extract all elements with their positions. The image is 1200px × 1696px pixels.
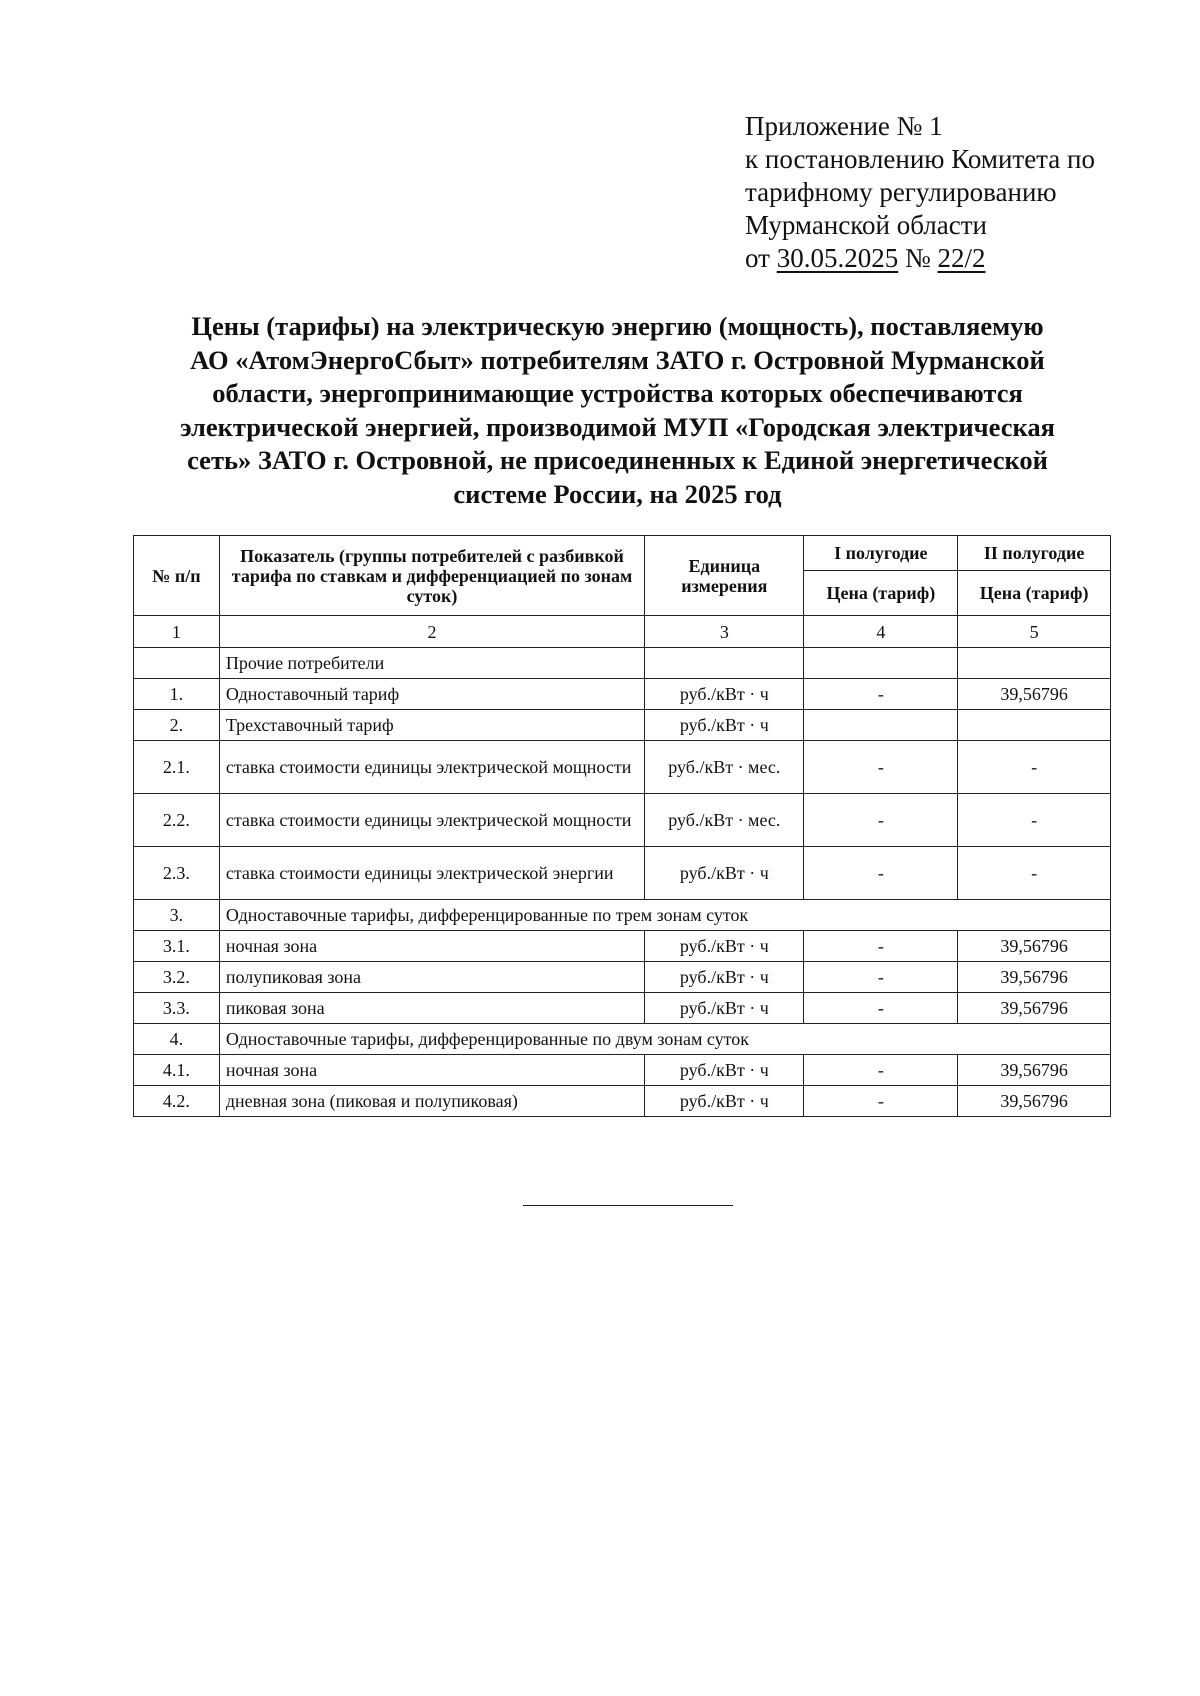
table-row (134, 1086, 1111, 1117)
row-indicator: ночная зона (219, 931, 644, 962)
row-unit: руб./кВт · ч (645, 931, 804, 962)
row-num: 3.3. (134, 993, 220, 1024)
row-price-h1: - (804, 1055, 958, 1086)
table-row (134, 710, 1111, 741)
title-line-4: электрической энергией, производимой МУП «Городская электрическая (180, 411, 1055, 442)
document-title (130, 310, 1105, 511)
row-indicator: Одноставочный тариф (219, 679, 644, 710)
header-price1: Цена (тариф) (804, 571, 958, 616)
row-num: 2. (134, 710, 220, 741)
appendix-reference: к постановлению Комитета по (745, 144, 1095, 174)
row-unit: руб./кВт · ч (645, 1086, 804, 1117)
header-half2: II полугодие (958, 536, 1111, 571)
appendix-region: Мурманской области (745, 210, 987, 240)
row-unit: руб./кВт · мес. (645, 741, 804, 794)
table-row (134, 679, 1111, 710)
appendix-number: 22/2 (937, 243, 986, 273)
row-price-h1: - (804, 741, 958, 794)
table-row (134, 648, 1111, 679)
header-num: № п/п (134, 536, 220, 616)
row-price-h1: - (804, 962, 958, 993)
row-num: 4.1. (134, 1055, 220, 1086)
appendix-block (745, 110, 1165, 275)
header-price2: Цена (тариф) (958, 571, 1111, 616)
row-unit: руб./кВт · мес. (645, 794, 804, 847)
row-unit: руб./кВт · ч (645, 679, 804, 710)
header-unit: Единица измерения (645, 536, 804, 616)
row-price-h2: - (958, 847, 1111, 900)
appendix-committee: тарифному регулированию (745, 177, 1057, 207)
row-price-h2: 39,56796 (958, 931, 1111, 962)
row-unit: руб./кВт · ч (645, 847, 804, 900)
column-index: 1 (134, 616, 220, 648)
column-index: 4 (804, 616, 958, 648)
row-price-h2: 39,56796 (958, 1086, 1111, 1117)
column-index: 5 (958, 616, 1111, 648)
table-row (134, 847, 1111, 900)
row-num: 3. (134, 900, 220, 931)
row-price-h2: - (958, 741, 1111, 794)
tariff-table (133, 535, 1111, 1117)
title-line-6: системе России, на 2025 год (453, 478, 782, 509)
row-price-h2: 39,56796 (958, 1055, 1111, 1086)
end-divider-line (523, 1205, 733, 1206)
appendix-from: от (745, 243, 770, 273)
row-price-h1: - (804, 931, 958, 962)
row-num: 4.2. (134, 1086, 220, 1117)
row-unit: руб./кВт · ч (645, 710, 804, 741)
appendix-title: Приложение № 1 (745, 111, 943, 141)
table-row (134, 741, 1111, 794)
column-index: 3 (645, 616, 804, 648)
row-indicator: Одноставочные тарифы, дифференцированные по двум зонам суток (219, 1024, 1110, 1055)
title-line-3: области, энергопринимающие устройства которых обеспечиваются (212, 378, 1023, 408)
row-num: 4. (134, 1024, 220, 1055)
title-line-2: АО «АтомЭнергоСбыт» потребителям ЗАТО г. Островной Мурманской (190, 344, 1045, 375)
appendix-date: 30.05.2025 (776, 243, 899, 273)
title-line-5: сеть» ЗАТО г. Островной, не присоединенных к Единой энергетической (187, 445, 1048, 475)
row-num: 3.1. (134, 931, 220, 962)
row-price-h2 (958, 710, 1111, 741)
row-indicator: ставка стоимости единицы электрической мощности (219, 794, 644, 847)
table-row (134, 1055, 1111, 1086)
table-row (134, 993, 1111, 1024)
table-section-row (134, 900, 1111, 931)
row-price-h2: - (958, 794, 1111, 847)
row-indicator: ставка стоимости единицы электрической мощности (219, 741, 644, 794)
table-row (134, 931, 1111, 962)
title-line-1: Цены (тарифы) на электрическую энергию (мощность), поставляемую (191, 311, 1044, 341)
row-num: 2.3. (134, 847, 220, 900)
table-row (134, 962, 1111, 993)
row-price-h2: 39,56796 (958, 679, 1111, 710)
row-indicator: Трехставочный тариф (219, 710, 644, 741)
row-price-h2: 39,56796 (958, 962, 1111, 993)
table-section-row (134, 1024, 1111, 1055)
appendix-number-sign: № (904, 243, 931, 273)
column-index: 2 (219, 616, 644, 648)
row-unit: руб./кВт · ч (645, 962, 804, 993)
row-indicator: Одноставочные тарифы, дифференцированные по трем зонам суток (219, 900, 1110, 931)
row-indicator: ставка стоимости единицы электрической энергии (219, 847, 644, 900)
row-num: 2.2. (134, 794, 220, 847)
column-index-row (134, 616, 1111, 648)
row-indicator: пиковая зона (219, 993, 644, 1024)
row-price-h1 (804, 648, 958, 679)
row-price-h1: - (804, 794, 958, 847)
row-unit: руб./кВт · ч (645, 993, 804, 1024)
row-unit: руб./кВт · ч (645, 1055, 804, 1086)
row-indicator: полупиковая зона (219, 962, 644, 993)
header-half1: I полугодие (804, 536, 958, 571)
row-price-h1: - (804, 1086, 958, 1117)
row-num: 2.1. (134, 741, 220, 794)
row-price-h1: - (804, 679, 958, 710)
row-num: 3.2. (134, 962, 220, 993)
row-price-h1 (804, 710, 958, 741)
row-indicator: Прочие потребители (219, 648, 644, 679)
row-num (134, 648, 220, 679)
table-header-row (134, 536, 1111, 571)
row-indicator: ночная зона (219, 1055, 644, 1086)
row-price-h2 (958, 648, 1111, 679)
row-indicator: дневная зона (пиковая и полупиковая) (219, 1086, 644, 1117)
appendix-date-line (745, 242, 1165, 275)
table-row (134, 794, 1111, 847)
row-price-h2: 39,56796 (958, 993, 1111, 1024)
row-num: 1. (134, 679, 220, 710)
row-price-h1: - (804, 993, 958, 1024)
row-price-h1: - (804, 847, 958, 900)
header-indicator: Показатель (группы потребителей с разбивкой тарифа по ставкам и дифференциацией по зонам суток) (219, 536, 644, 616)
row-unit (645, 648, 804, 679)
